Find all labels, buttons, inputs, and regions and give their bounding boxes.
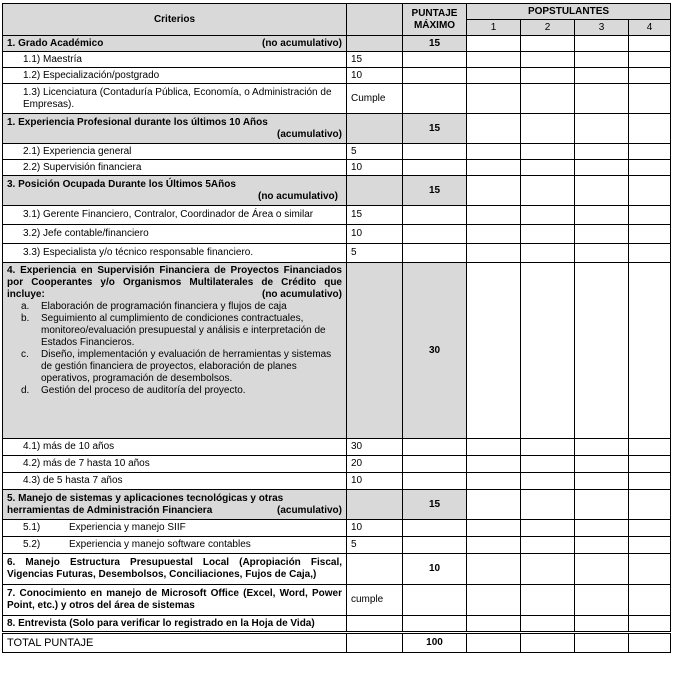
item-points: 20: [347, 456, 403, 473]
item-label-cell: [3, 520, 347, 537]
list-item: d. Gestión del proceso de auditoría del proyecto.: [21, 385, 246, 396]
table-row: [3, 52, 671, 68]
section-2-note: (acumulativo): [276, 128, 342, 140]
item-points: 30: [347, 439, 403, 456]
item-points: Cumple: [347, 84, 403, 114]
section-2-title: 1. Experiencia Profesional durante los últimos 10 Años: [7, 116, 268, 128]
section-1-title-cell: [3, 36, 347, 52]
section-4-title: 4. Experiencia en Supervisión Financiera de Proyectos Financiados por Cooperantes y/o Organismos Multilaterales de Crédito que incluye:: [7, 265, 342, 300]
item-points: 15: [347, 52, 403, 68]
section-2-title-cell: [3, 114, 347, 144]
section-1-max: 15: [403, 36, 467, 52]
evaluation-table: [2, 3, 671, 653]
item-number: 5.2): [23, 539, 41, 550]
item-label: 4.3) de 5 hasta 7 años: [3, 473, 347, 490]
item-label: 2.1) Experiencia general: [3, 144, 347, 160]
item-points: 15: [347, 206, 403, 225]
header-col-2: 2: [521, 20, 575, 36]
item-points: 10: [347, 225, 403, 244]
item-label: 4.2) más de 7 hasta 10 años: [3, 456, 347, 473]
section-5-max: 15: [403, 490, 467, 520]
section-1-note: (no acumulativo): [261, 37, 342, 49]
table-row: [3, 160, 671, 176]
section-4-max: 30: [403, 263, 467, 439]
header-criterios: Criterios: [3, 4, 347, 36]
header-col-3: 3: [575, 20, 629, 36]
section-6-max: 10: [403, 554, 467, 585]
table-row: [3, 520, 671, 537]
header-puntaje-maximo: [403, 4, 467, 36]
table-row: [3, 244, 671, 263]
header-col-1: 1: [467, 20, 521, 36]
table-row: [3, 225, 671, 244]
item-label: 1.2) Especialización/postgrado: [3, 68, 347, 84]
total-row: [3, 633, 671, 653]
section-5-row: [3, 490, 671, 520]
item-label: Experiencia y manejo software contables: [69, 539, 251, 550]
total-max: 100: [403, 633, 467, 653]
section-6-title: 6. Manejo Estructura Presupuestal Local (Apropiación Fiscal, Vigencias Futuras, Desembolsos, Conciliaciones, Fujos de Caja,): [3, 554, 347, 585]
section-3-title-cell: [3, 176, 347, 206]
section-3-row: [3, 176, 671, 206]
evaluation-table-wrapper: [2, 3, 671, 653]
list-item: c. Diseño, implementación y evaluación de herramientas y sistemas de gestión financiera de proyectos, elaboración de planes operativos, programación de desembolsos.: [21, 349, 332, 384]
total-label: TOTAL PUNTAJE: [3, 633, 347, 653]
section-7-title: 7. Conocimiento en manejo de Microsoft Office (Excel, Word, Power Point, etc.) y otros del área de sistemas: [3, 585, 347, 616]
section-3-max: 15: [403, 176, 467, 206]
section-2-row: [3, 114, 671, 144]
item-label: Experiencia y manejo SIIF: [69, 522, 186, 533]
table-row: [3, 206, 671, 225]
table-row: [3, 473, 671, 490]
section-1-row: [3, 36, 671, 52]
list-item: a. Elaboración de programación financiera y flujos de caja: [21, 301, 287, 312]
item-label: 3.1) Gerente Financiero, Contralor, Coordinador de Área o similar: [3, 206, 347, 225]
item-points: 5: [347, 144, 403, 160]
section-8-title: 8. Entrevista (Solo para verificar lo registrado en la Hoja de Vida): [3, 616, 347, 633]
item-label: 3.2) Jefe contable/financiero: [3, 225, 347, 244]
item-points: 5: [347, 537, 403, 554]
item-label: 1.1) Maestría: [3, 52, 347, 68]
section-7-points: cumple: [347, 585, 403, 616]
section-4-row: [3, 263, 671, 439]
table-row: [3, 439, 671, 456]
table-row: [3, 68, 671, 84]
table-row: [3, 144, 671, 160]
section-1-title: 1. Grado Académico: [7, 37, 104, 49]
header-col-4: 4: [629, 20, 671, 36]
item-points: 10: [347, 160, 403, 176]
section-5-title-cell: [3, 490, 347, 520]
list-item: b. Seguimiento al cumplimiento de condiciones contractuales, monitoreo/evaluación presupuestal y análisis e interpretación de Estados Financieros.: [21, 313, 326, 348]
item-label-cell: [3, 537, 347, 554]
section-4-note: (no acumulativo): [261, 289, 342, 300]
header-maximo: MÁXIMO: [413, 19, 456, 31]
section-7-row: [3, 585, 671, 616]
section-3-note: (no acumulativo): [257, 190, 338, 202]
item-label: 3.3) Especialista y/o técnico responsable financiero.: [3, 244, 347, 263]
header-puntaje: PUNTAJE: [411, 7, 458, 19]
section-5-title: 5. Manejo de sistemas y aplicaciones tecnológicas y otras herramientas de Administración Financiera: [7, 492, 284, 516]
item-number: 5.1): [23, 522, 41, 533]
section-3-title: 3. Posición Ocupada Durante los Últimos 5Años: [7, 178, 236, 190]
table-row: [3, 456, 671, 473]
header-blank: [347, 4, 403, 36]
item-label: 4.1) más de 10 años: [3, 439, 347, 456]
section-4-title-cell: [3, 263, 347, 439]
item-points: 10: [347, 68, 403, 84]
section-8-row: [3, 616, 671, 633]
section-5-note: (acumulativo): [276, 504, 342, 516]
header-postulantes: POPSTULANTES: [467, 4, 671, 20]
table-row: [3, 537, 671, 554]
section-6-row: [3, 554, 671, 585]
table-row: [3, 84, 671, 114]
item-label: 2.2) Supervisión financiera: [3, 160, 347, 176]
item-points: 5: [347, 244, 403, 263]
item-points: 10: [347, 520, 403, 537]
item-points: 10: [347, 473, 403, 490]
item-label: 1.3) Licenciatura (Contaduría Pública, Economía, o Administración de Empresas).: [3, 84, 347, 114]
section-2-max: 15: [403, 114, 467, 144]
